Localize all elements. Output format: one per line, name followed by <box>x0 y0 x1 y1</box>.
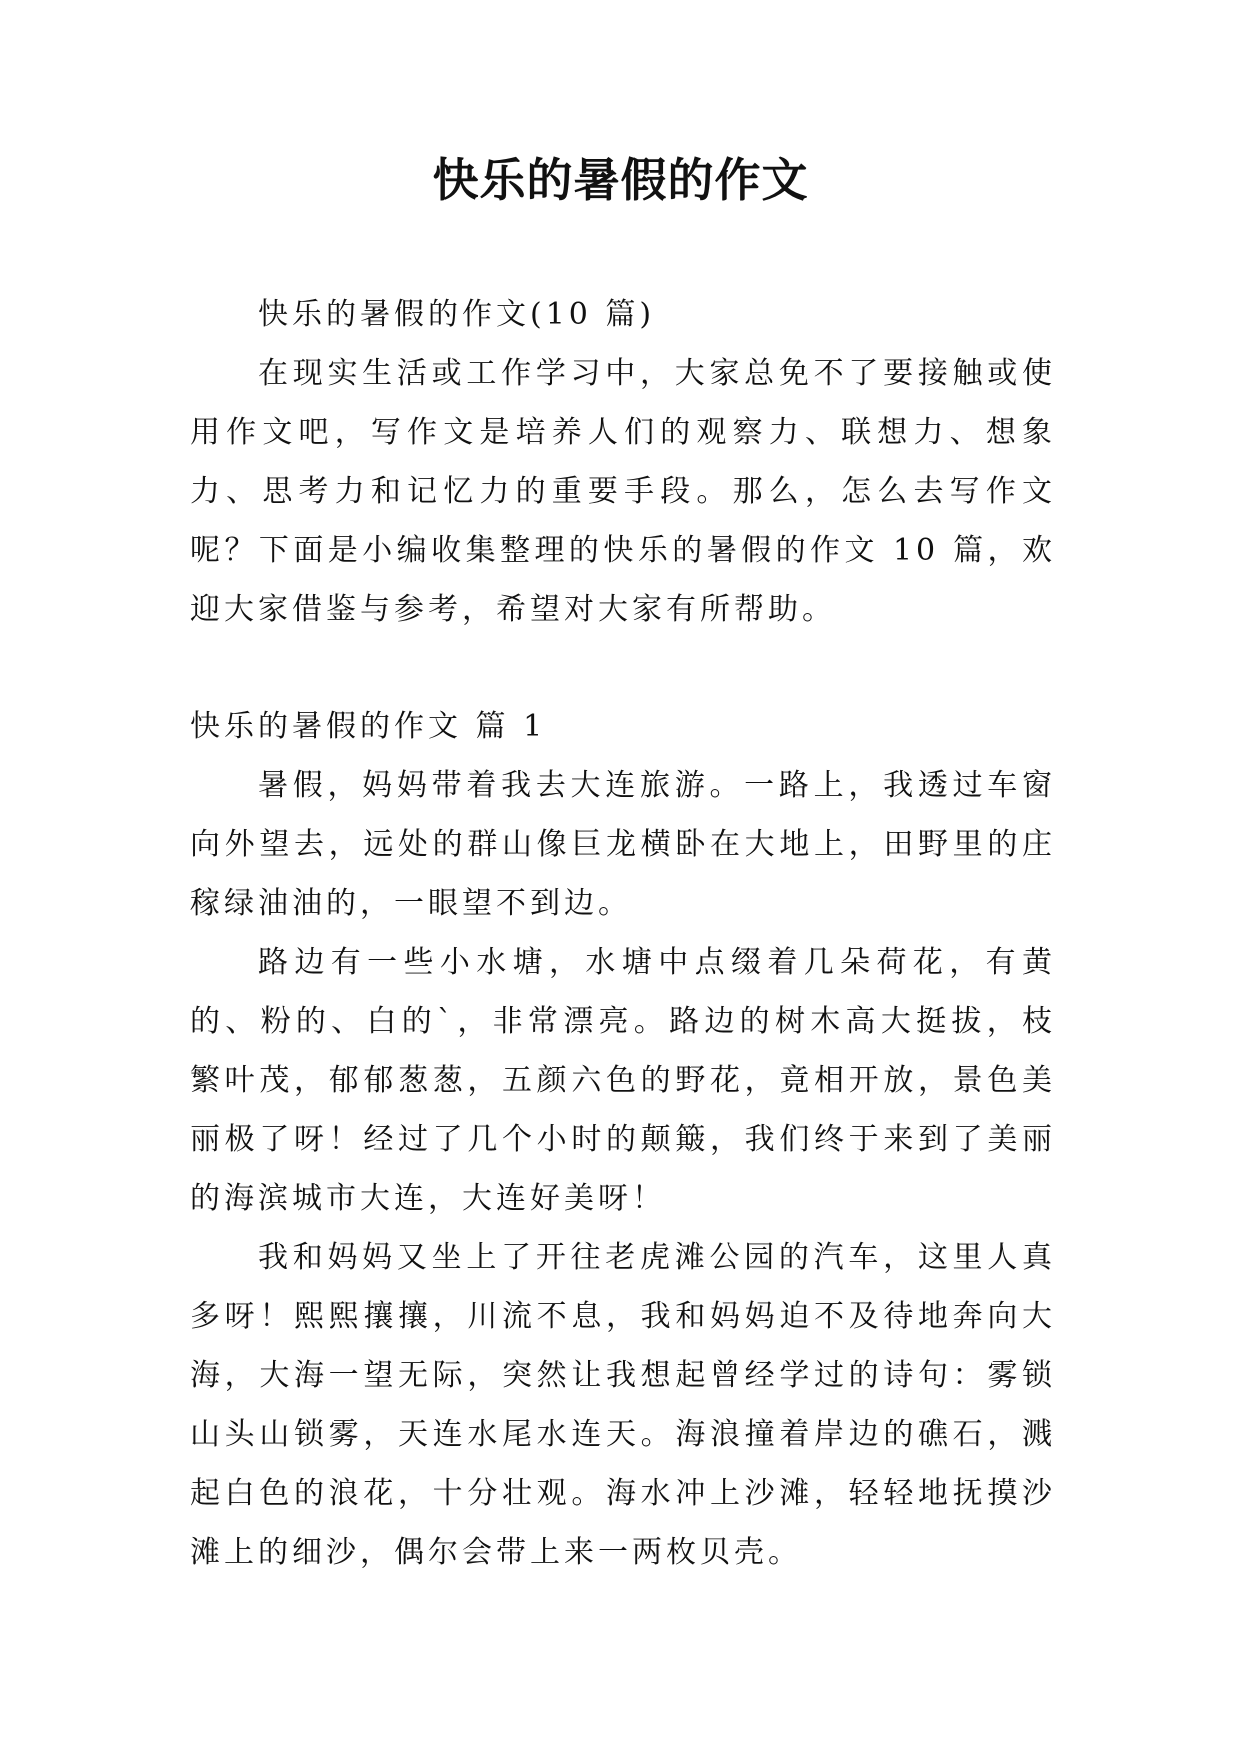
document-subtitle: 快乐的暑假的作文(10 篇) <box>258 297 656 332</box>
section-paragraph: 我和妈妈又坐上了开往老虎滩公园的汽车，这里人真多呀！熙熙攘攘，川流不息，我和妈妈迫不及待地奔向大海，大海一望无际，突然让我想起曾经学过的诗句：雾锁山头山锁雾，天连水尾水连天。海浪撞着岸边的礁石，溅起白色的浪花，十分壮观。海水冲上沙滩，轻轻地抚摸沙滩上的细沙，偶尔会带上来一两枚贝壳。 <box>190 1240 1056 1570</box>
section-paragraph: 暑假，妈妈带着我去大连旅游。一路上，我透过车窗向外望去，远处的群山像巨龙横卧在大地上，田野里的庄稼绿油油的，一眼望不到边。 <box>190 768 1056 921</box>
section-heading: 快乐的暑假的作文 篇 1 <box>190 709 547 744</box>
section-paragraph: 路边有一些小水塘，水塘中点缀着几朵荷花，有黄的、粉的、白的`，非常漂亮。路边的树木高大挺拔，枝繁叶茂，郁郁葱葱，五颜六色的野花，竟相开放，景色美丽极了呀！经过了几个小时的颠簸，我们终于来到了美丽的海滨城市大连，大连好美呀！ <box>190 945 1056 1216</box>
document-body <box>190 285 1056 1582</box>
document-title: 快乐的暑假的作文 <box>432 153 809 207</box>
intro-paragraph: 在现实生活或工作学习中，大家总免不了要接触或使用作文吧，写作文是培养人们的观察力、联想力、想象力、思考力和记忆力的重要手段。那么，怎么去写作文呢？下面是小编收集整理的快乐的暑假的作文 10 篇，欢迎大家借鉴与参考，希望对大家有所帮助。 <box>190 356 1056 627</box>
